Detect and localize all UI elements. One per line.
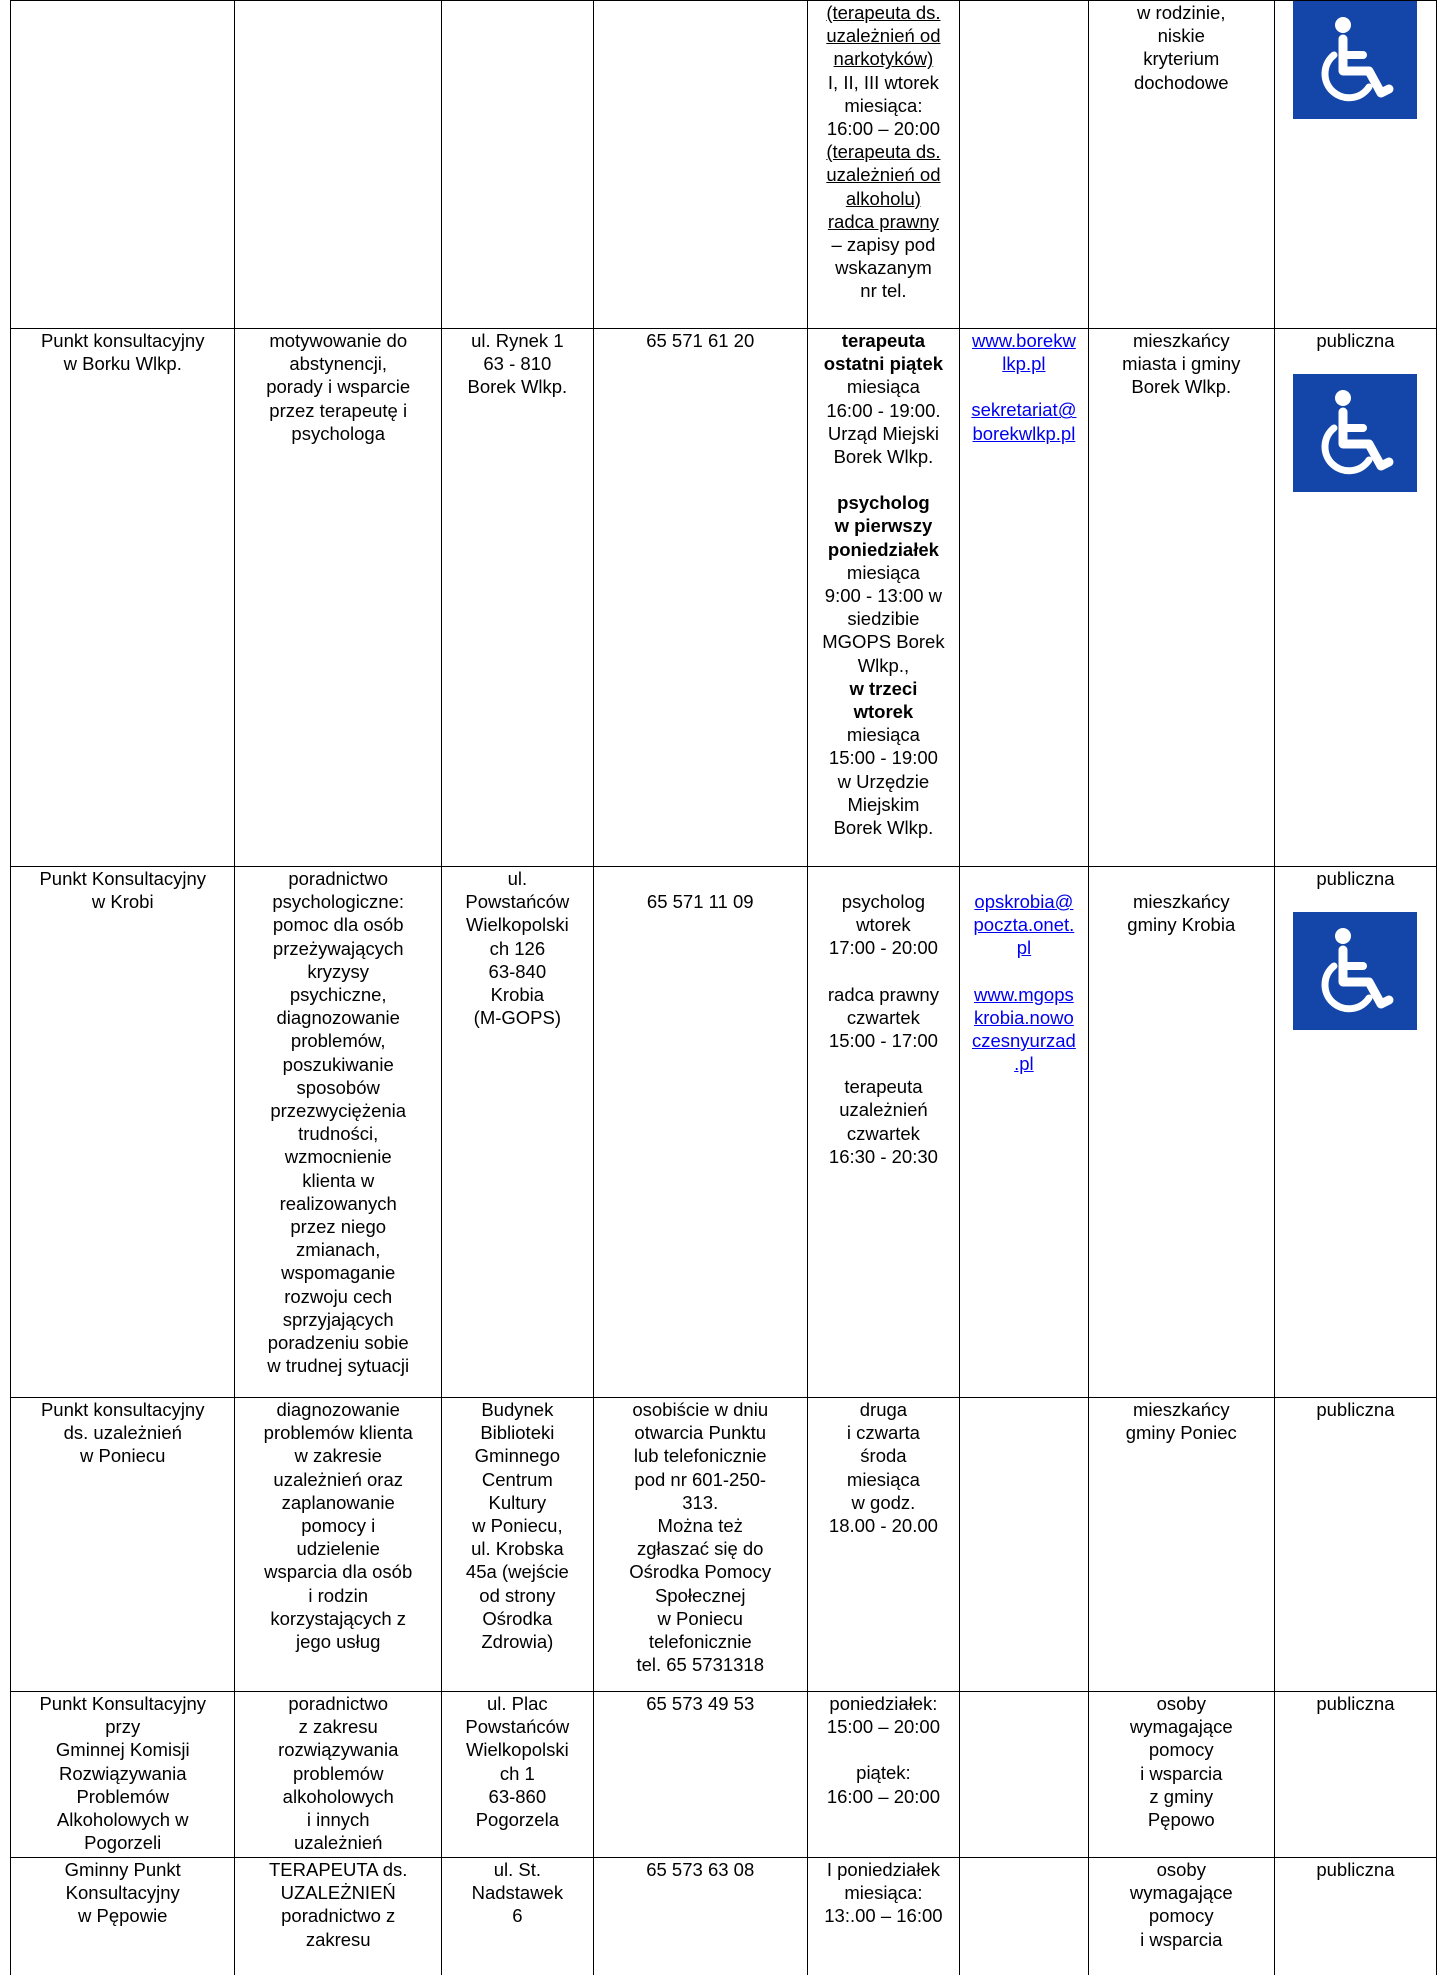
cell-recipients — [1088, 1692, 1274, 1858]
text-line: UZALEŻNIEŃ — [280, 1882, 396, 1904]
cell-address — [441, 329, 593, 867]
text-line: Nadstawek — [471, 1882, 564, 1904]
text-line: Gminnej Komisji — [55, 1739, 190, 1761]
text-line: 15:00 - 19:00 — [828, 747, 938, 769]
text-line: sposobów — [296, 1076, 380, 1098]
cell-scope — [235, 1858, 441, 1975]
text-line: zgłaszać się do — [636, 1538, 764, 1560]
text-line: poradnictwo — [288, 1693, 389, 1714]
cell-recipients — [1088, 1398, 1274, 1692]
text-line: 65 571 61 20 — [646, 330, 755, 351]
text-line: Ośrodka Pomocy — [629, 1561, 772, 1583]
text-line: uzależnień od — [826, 25, 941, 47]
text-line: Biblioteki — [480, 1422, 555, 1444]
text-line: 65 571 11 09 — [646, 891, 754, 912]
text-line: Punkt konsultacyjny — [40, 330, 205, 351]
cell-hours — [807, 1858, 959, 1975]
spacer — [813, 960, 954, 983]
text-line: piątek: — [856, 1762, 911, 1784]
text-line: druga — [859, 1399, 908, 1420]
cell-address — [441, 1, 593, 329]
text-line: 16:00 - 19:00. — [826, 399, 941, 421]
text-line: wymagające — [1129, 1716, 1233, 1738]
text-line: lub telefonicznie — [633, 1445, 767, 1467]
text-line: ds. uzależnień — [63, 1422, 182, 1444]
text-line: przy — [105, 1716, 141, 1738]
text-line: w godz. — [851, 1491, 916, 1513]
cell-links — [960, 1398, 1089, 1692]
text-line: rozwoju cech — [284, 1285, 393, 1307]
text-line: jego usług — [296, 1631, 381, 1653]
text-line: TERAPEUTA ds. — [268, 1859, 408, 1880]
text-line: Zdrowia) — [481, 1631, 554, 1653]
text-line: (M-GOPS) — [473, 1007, 562, 1029]
text-line: tel. 65 5731318 — [636, 1654, 765, 1676]
text-line: w Krobi — [91, 891, 154, 913]
cell-phone — [593, 1858, 807, 1975]
text-line: 313. — [682, 1491, 719, 1513]
text-line: 16:30 - 20:30 — [828, 1145, 938, 1167]
text-line: 65 573 63 08 — [646, 1859, 755, 1880]
text-line: wspomaganie — [281, 1262, 396, 1284]
text-line: 9:00 - 13:00 w — [824, 585, 943, 607]
cell-recipients — [1088, 329, 1274, 867]
cell-name — [11, 867, 235, 1398]
text-line: pod nr 601-250- — [634, 1468, 767, 1490]
text-line: realizowanych — [279, 1192, 397, 1214]
text-line: uzależnień — [293, 1832, 383, 1854]
text-line: przeżywających — [272, 937, 404, 959]
table-row — [11, 1398, 1437, 1692]
cell-scope — [235, 329, 441, 867]
text-line: motywowanie do — [269, 330, 408, 351]
contact-link[interactable]: opskrobia@ — [974, 891, 1074, 912]
text-line: środa — [860, 1445, 907, 1467]
cell-name — [11, 1398, 235, 1692]
table-row — [11, 329, 1437, 867]
text-line: Alkoholowych w — [56, 1809, 189, 1831]
contact-link[interactable]: www.borekw — [971, 330, 1076, 351]
text-line: I, II, III wtorek — [827, 71, 939, 93]
type-label: publiczna — [1316, 868, 1395, 889]
text-line: miesiąca — [846, 561, 920, 583]
text-line: 63 - 810 — [483, 353, 552, 375]
text-line: nr tel. — [860, 280, 907, 302]
cell-name — [11, 1, 235, 329]
text-line: kryterium — [1143, 48, 1220, 70]
cell-name — [11, 1692, 235, 1858]
text-line: Wlkp., — [857, 654, 910, 676]
text-line: 63-860 — [488, 1785, 547, 1807]
text-line: (terapeuta ds. — [826, 2, 941, 23]
text-line: poniedziałek — [827, 538, 939, 560]
text-line: poszukiwanie — [282, 1053, 394, 1075]
text-line: Punkt Konsultacyjny — [39, 1693, 207, 1714]
cell-hours — [807, 1398, 959, 1692]
text-line: rozwiązywania — [278, 1739, 399, 1761]
table-row — [11, 867, 1437, 1398]
text-line: i czwarta — [846, 1422, 920, 1444]
text-line: problemów, — [290, 1030, 386, 1052]
text-line: uzależnień od — [826, 164, 941, 186]
cell-phone — [593, 329, 807, 867]
cell-recipients — [1088, 1858, 1274, 1975]
text-line: Rozwiązywania — [58, 1762, 187, 1784]
text-line: Borek Wlkp. — [833, 817, 934, 839]
cell-links — [960, 867, 1089, 1398]
contact-link[interactable]: krobia.nowo — [974, 1006, 1074, 1028]
wheelchair-accessibility-icon — [1293, 1, 1417, 119]
cell-type — [1274, 1858, 1436, 1975]
cell-type — [1274, 867, 1436, 1398]
text-line: w rodzinie, — [1137, 2, 1226, 23]
text-line: czwartek — [846, 1006, 920, 1028]
text-line: uzależnień oraz — [273, 1468, 403, 1490]
text-line: w Borku Wlkp. — [63, 353, 182, 375]
text-line: miasta i gminy — [1122, 353, 1241, 375]
text-line: terapeuta — [844, 1076, 923, 1098]
text-line: gminy Krobia — [1127, 914, 1236, 936]
cell-scope — [235, 1, 441, 329]
text-line: z zakresu — [298, 1716, 378, 1738]
text-line: ch 1 — [499, 1762, 535, 1784]
text-line: Powstańców — [465, 891, 570, 913]
text-line: mieszkańcy — [1132, 330, 1230, 351]
cell-recipients — [1088, 867, 1274, 1398]
text-line: wskazanym — [835, 257, 932, 279]
text-line: psychiczne, — [289, 984, 387, 1006]
text-line: Problemów — [76, 1785, 169, 1807]
text-line: wtorek — [853, 701, 914, 723]
text-line: Centrum — [481, 1468, 553, 1490]
contact-link[interactable]: sekretariat@ — [971, 399, 1077, 421]
spacer — [813, 468, 954, 491]
spacer — [813, 867, 954, 890]
cell-phone — [593, 867, 807, 1398]
text-line: w pierwszy — [834, 515, 933, 537]
text-line: pomocy i — [301, 1515, 376, 1537]
text-line: przez niego — [290, 1216, 387, 1238]
cell-scope — [235, 1398, 441, 1692]
text-line: od strony — [479, 1584, 556, 1606]
text-line: I poniedziałek — [826, 1859, 940, 1880]
spacer — [813, 1738, 954, 1761]
text-line: wymagające — [1129, 1882, 1233, 1904]
cell-type — [1274, 1398, 1436, 1692]
text-line: Gminnego — [474, 1445, 561, 1467]
text-line: miesiąca: — [844, 1882, 923, 1904]
text-line: diagnozowanie — [276, 1399, 400, 1420]
text-line: Konsultacyjny — [65, 1882, 180, 1904]
cell-links — [960, 329, 1089, 867]
table-row — [11, 1, 1437, 329]
text-line: w Poniecu — [657, 1607, 743, 1629]
text-line: Można też — [657, 1515, 743, 1537]
text-line: i wsparcia — [1140, 1928, 1223, 1950]
text-line: Ośrodka — [482, 1607, 553, 1629]
cell-name — [11, 1858, 235, 1975]
text-line: osoby — [1156, 1693, 1206, 1714]
text-line: Miejskim — [847, 793, 920, 815]
text-line: Borek Wlkp. — [1131, 376, 1232, 398]
text-line: korzystających z — [270, 1607, 407, 1629]
table-row — [11, 1858, 1437, 1975]
type-label: publiczna — [1316, 1693, 1395, 1714]
text-line: zmianach, — [296, 1239, 381, 1261]
cell-links — [960, 1, 1089, 329]
text-line: terapeuta — [841, 330, 926, 351]
spacer — [965, 960, 1083, 983]
cell-type — [1274, 1, 1436, 329]
text-line: 63-840 — [488, 960, 547, 982]
text-line: ul. Plac — [487, 1693, 548, 1714]
cell-hours — [807, 329, 959, 867]
cell-links — [960, 1858, 1089, 1975]
text-line: MGOPS Borek — [822, 631, 945, 653]
text-line: 15:00 – 20:00 — [826, 1716, 940, 1738]
text-line: radca prawny — [827, 983, 939, 1005]
text-line: Punkt konsultacyjny — [40, 1399, 205, 1420]
contact-link[interactable]: www.mgops — [974, 983, 1074, 1005]
text-line: problemów — [292, 1762, 384, 1784]
text-line: Kultury — [488, 1491, 547, 1513]
type-label: publiczna — [1316, 1859, 1395, 1880]
text-line: ch 126 — [489, 937, 546, 959]
spacer — [813, 1052, 954, 1075]
text-line: klienta w — [302, 1169, 375, 1191]
cell-recipients — [1088, 1, 1274, 329]
text-line: Borek Wlkp. — [467, 376, 568, 398]
cell-scope — [235, 867, 441, 1398]
contact-link[interactable]: poczta.onet. — [973, 914, 1075, 936]
cell-hours — [807, 867, 959, 1398]
text-line: i innych — [306, 1809, 370, 1831]
text-line: Pogorzela — [475, 1809, 559, 1831]
type-label: publiczna — [1316, 1399, 1395, 1420]
cell-phone — [593, 1692, 807, 1858]
text-line: miesiąca — [846, 376, 920, 398]
text-line: Wielkopolski — [465, 1739, 569, 1761]
text-line: ostatni piątek — [823, 353, 944, 375]
text-line: Borek Wlkp. — [833, 446, 934, 468]
text-line: poradnictwo z — [281, 1905, 396, 1927]
contact-link[interactable]: borekwlkp.pl — [972, 422, 1076, 444]
text-line: pomocy — [1148, 1739, 1214, 1761]
text-line: – zapisy pod — [831, 234, 936, 256]
text-line: zakresu — [305, 1928, 371, 1950]
text-line: abstynencji, — [289, 353, 388, 375]
text-line: (terapeuta ds. — [826, 141, 941, 163]
text-line: problemów klienta — [263, 1422, 413, 1444]
text-line: miesiąca: — [844, 94, 923, 116]
text-line: udzielenie — [296, 1538, 380, 1560]
table-row — [11, 1692, 1437, 1858]
text-line: Społecznej — [654, 1584, 746, 1606]
cell-address — [441, 1398, 593, 1692]
text-line: przez terapeutę i — [269, 399, 408, 421]
text-line: wtorek — [856, 914, 911, 936]
text-line: w trudnej sytuacji — [267, 1355, 410, 1377]
text-line: gminy Poniec — [1125, 1422, 1237, 1444]
spacer — [1094, 867, 1269, 890]
text-line: mieszkańcy — [1132, 891, 1230, 912]
text-line: 17:00 - 20:00 — [828, 937, 938, 959]
text-line: siedzibie — [847, 608, 920, 630]
text-line: 16:00 – 20:00 — [826, 1785, 940, 1807]
text-line: i wsparcia — [1140, 1762, 1223, 1784]
text-line: porady i wsparcie — [266, 376, 411, 398]
text-line: Punkt Konsultacyjny — [39, 868, 207, 889]
text-line: Gminny Punkt — [64, 1859, 181, 1880]
text-line: miesiąca — [846, 724, 920, 746]
text-line: poradnictwo — [288, 868, 389, 889]
text-line: psychologa — [291, 422, 385, 444]
text-line: poniedziałek: — [829, 1693, 938, 1714]
text-line: wzmocnienie — [284, 1146, 392, 1168]
spacer — [965, 867, 1083, 890]
text-line: niskie — [1157, 25, 1205, 47]
text-line: 15:00 - 17:00 — [828, 1030, 938, 1052]
wheelchair-accessibility-icon — [1293, 374, 1417, 492]
cell-hours — [807, 1, 959, 329]
text-line: radca prawny — [827, 210, 939, 232]
text-line: Powstańców — [465, 1716, 570, 1738]
cell-phone — [593, 1, 807, 329]
contact-link[interactable]: pl — [1016, 937, 1032, 959]
text-line: Budynek — [481, 1399, 554, 1420]
text-line: psycholog — [837, 492, 930, 514]
text-line: trudności, — [298, 1123, 379, 1145]
text-line: w trzeci — [849, 677, 918, 699]
text-line: diagnozowanie — [276, 1007, 400, 1029]
text-line: miesiąca — [846, 1468, 920, 1490]
text-line: osobiście w dniu — [632, 1399, 769, 1420]
text-line: ul. Krobska — [471, 1538, 564, 1560]
text-line: pomocy — [1148, 1905, 1214, 1927]
text-line: ul. — [507, 868, 528, 889]
text-line: zaplanowanie — [281, 1491, 395, 1513]
text-line: osoby — [1156, 1859, 1206, 1880]
text-line: alkoholu) — [845, 187, 921, 209]
text-line: czwartek — [846, 1122, 920, 1144]
text-line: 16:00 – 20:00 — [826, 118, 940, 140]
text-line: w zakresie — [294, 1445, 382, 1467]
text-line: poradzeniu sobie — [267, 1332, 409, 1354]
spacer — [599, 867, 802, 890]
text-line: i rodzin — [308, 1584, 369, 1606]
text-line: 13:.00 – 16:00 — [824, 1905, 943, 1927]
text-line: sprzyjających — [282, 1308, 394, 1330]
text-line: telefonicznie — [648, 1631, 752, 1653]
contact-link[interactable]: czesnyurzad — [971, 1030, 1076, 1052]
cell-phone — [593, 1398, 807, 1692]
text-line: uzależnień — [839, 1099, 928, 1121]
text-line: w Poniecu, — [472, 1515, 563, 1537]
text-line: wsparcia dla osób — [264, 1561, 413, 1583]
wheelchair-accessibility-icon — [1293, 912, 1417, 1030]
text-line: przezwyciężenia — [270, 1100, 407, 1122]
text-line: Krobia — [490, 984, 545, 1006]
text-line: 18.00 - 20.00 — [828, 1515, 938, 1537]
text-line: w Poniecu — [80, 1445, 166, 1467]
text-line: kryzysy — [307, 960, 370, 982]
type-label: publiczna — [1316, 330, 1395, 351]
text-line: 65 573 49 53 — [646, 1693, 755, 1714]
text-line: mieszkańcy — [1132, 1399, 1230, 1420]
contact-link[interactable]: lkp.pl — [1002, 353, 1046, 375]
text-line: otwarcia Punktu — [634, 1422, 767, 1444]
cell-address — [441, 1692, 593, 1858]
text-line: pomoc dla osób — [272, 914, 404, 936]
text-line: Wielkopolski — [465, 914, 569, 936]
text-line: narkotyków) — [833, 48, 934, 70]
cell-name — [11, 329, 235, 867]
cell-address — [441, 867, 593, 1398]
text-line: Pogorzeli — [84, 1832, 162, 1854]
text-line: w Pępowie — [78, 1905, 168, 1927]
contact-link[interactable]: .pl — [1014, 1053, 1034, 1075]
consultation-points-table — [10, 0, 1437, 1975]
text-line: ul. St. — [493, 1859, 541, 1880]
text-line: psychologiczne: — [272, 891, 405, 913]
cell-scope — [235, 1692, 441, 1858]
cell-address — [441, 1858, 593, 1975]
text-line: psycholog — [841, 891, 926, 912]
text-line: 45a (wejście — [465, 1561, 569, 1583]
text-line: z gminy — [1149, 1785, 1214, 1807]
spacer — [965, 375, 1083, 398]
cell-hours — [807, 1692, 959, 1858]
text-line: Pępowo — [1147, 1809, 1215, 1831]
text-line: w Urzędzie — [837, 770, 930, 792]
text-line: ul. Rynek 1 — [471, 330, 564, 351]
text-line: 6 — [512, 1905, 523, 1927]
cell-type — [1274, 1692, 1436, 1858]
cell-links — [960, 1692, 1089, 1858]
text-line: alkoholowych — [282, 1785, 394, 1807]
cell-type — [1274, 329, 1436, 867]
text-line: dochodowe — [1133, 71, 1229, 93]
text-line: Urząd Miejski — [827, 422, 939, 444]
